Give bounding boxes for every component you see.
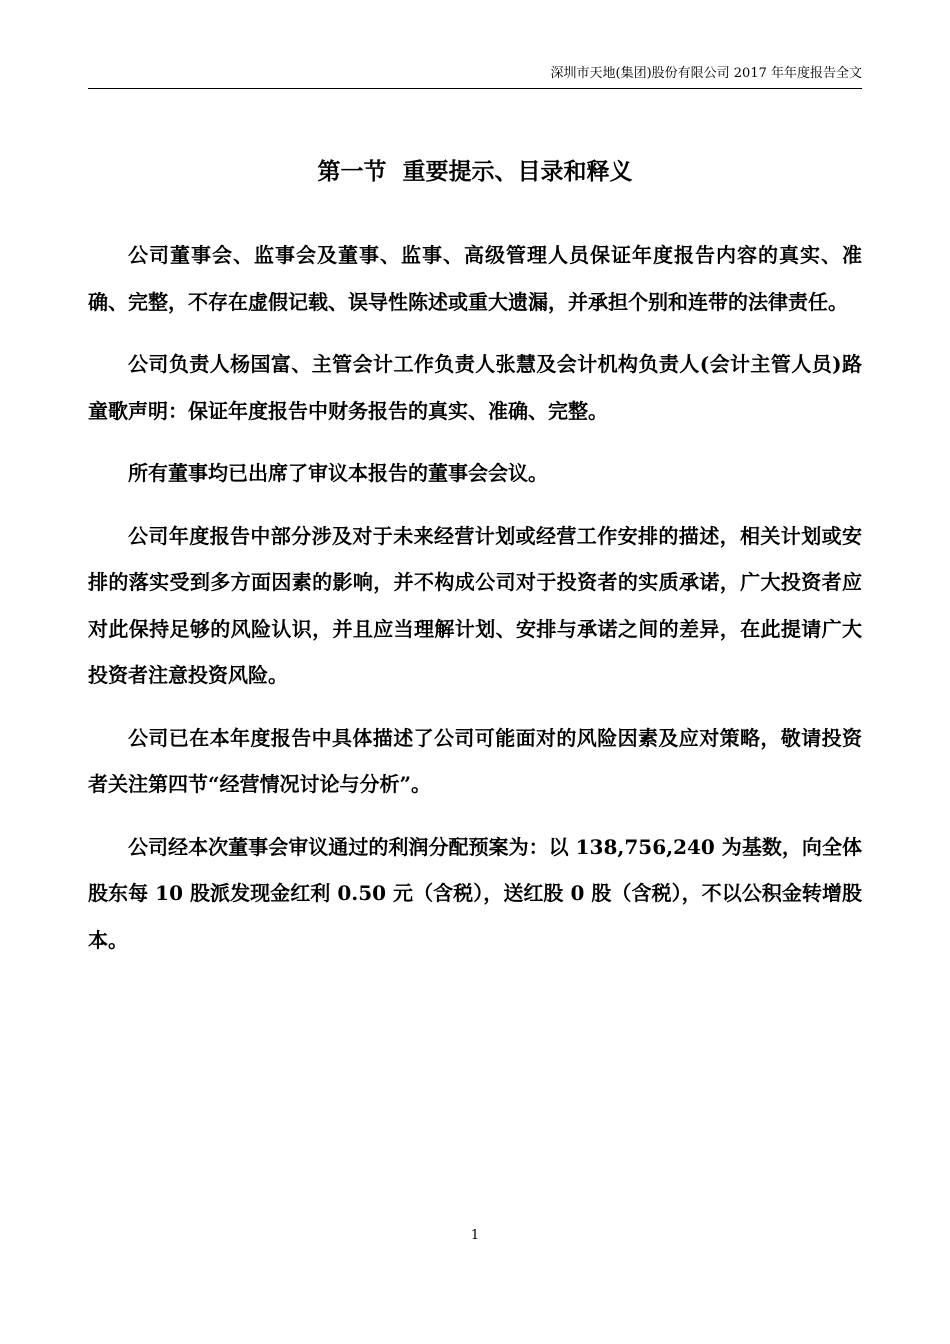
paragraph-directors-attendance: 所有董事均已出席了审议本报告的董事会会议。	[128, 461, 548, 485]
paragraph-responsible-persons: 公司负责人杨国富、主管会计工作负责人张慧及会计机构负责人(会计主管人员)路童歌声明：保证年度报告中财务报告的真实、准确、完整。	[88, 352, 862, 423]
page-number: 1	[470, 1228, 480, 1243]
document-body	[88, 232, 862, 979]
header-report-title: 深圳市天地(集团)股份有限公司 2017 年年度报告全文	[550, 66, 862, 81]
paragraph-board-guarantee: 公司董事会、监事会及董事、监事、高级管理人员保证年度报告内容的真实、准确、完整，不存在虚假记载、误导性陈述或重大遗漏，并承担个别和连带的法律责任。	[88, 243, 862, 314]
paragraph-profit-distribution: 公司经本次董事会审议通过的利润分配预案为：以 138,756,240 为基数，向全体股东每 10 股派发现金红利 0.50 元（含税），送红股 0 股（含税），不以公积金转增股本。	[88, 834, 862, 952]
paragraph-risk-factors: 公司已在本年度报告中具体描述了公司可能面对的风险因素及应对策略，敬请投资者关注第四节“经营情况讨论与分析”。	[88, 725, 862, 796]
paragraph-forward-looking: 公司年度报告中部分涉及对于未来经营计划或经营工作安排的描述，相关计划或安排的落实受到多方面因素的影响，并不构成公司对于投资者的实质承诺，广大投资者应对此保持足够的风险认识，并且应当理解计划、安排与承诺之间的差异，在此提请广大投资者注意投资风险。	[88, 523, 862, 687]
page-header	[88, 62, 862, 89]
section-title: 第一节 重要提示、目录和释义	[317, 158, 633, 185]
